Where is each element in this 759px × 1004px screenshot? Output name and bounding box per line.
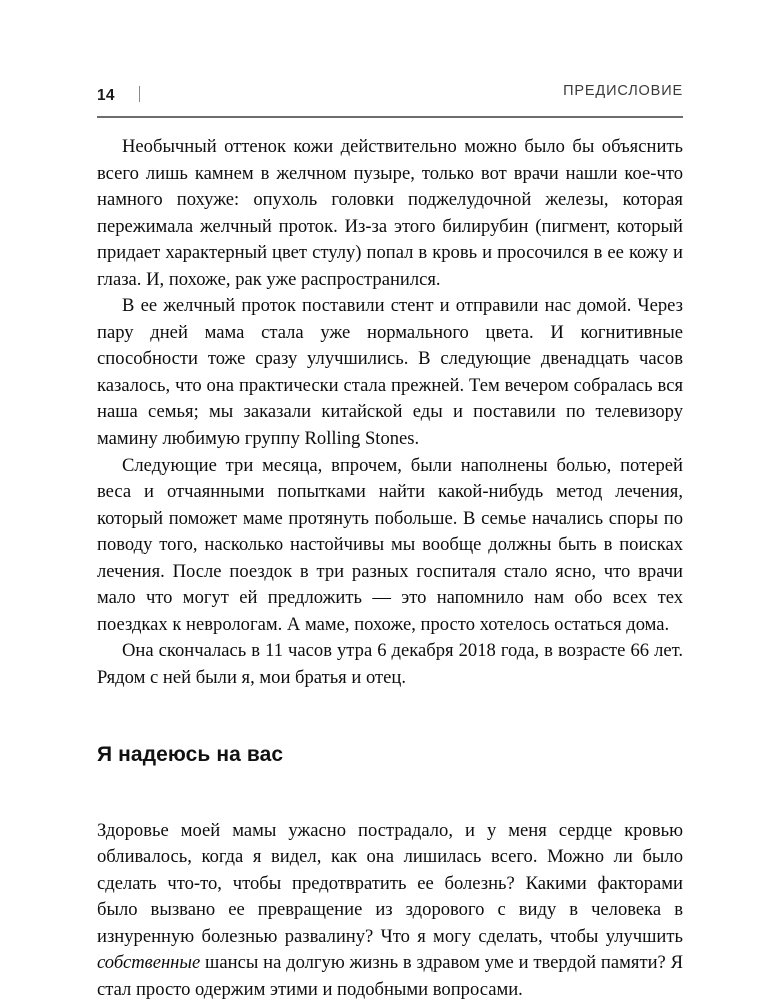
- paragraph-text-part-1: Здоровье моей мамы ужасно пострадало, и у меня сердце кровью обливалось, когда я видел, как она лишилась всего. Можно ли было сделать что-то, чтобы предотвратить ее болезнь? Какими факторами было вызвано ее превращение из здорового с виду в человека в изнуренную болезнью развалину? Что я могу сделать, чтобы улучшить: [97, 819, 683, 947]
- paragraph: Она скончалась в 11 часов утра 6 декабря 2018 года, в возрасте 66 лет. Рядом с ней были я, мои братья и отец.: [97, 640, 683, 688]
- paragraph: Необычный оттенок кожи действительно можно было бы объяснить всего лишь камнем в желчном пузыре, только вот врачи нашли кое-что намного похуже: опухоль головки поджелудочной железы, которая пережимала желчный проток. Из-за этого билирубин (пигмент, который придает характерный цвет стулу) попал в кровь и просочился в ее кожу и глаза. И, похоже, рак уже распространился.: [97, 136, 683, 290]
- chapter-label: ПРЕДИСЛОВИЕ: [563, 83, 683, 99]
- paragraph: [97, 818, 683, 1004]
- paragraph: Следующие три месяца, впрочем, были наполнены болью, потерей веса и отчаянными попытками найти какой-нибудь метод лечения, который поможет маме протянуть побольше. В семье начались споры по поводу того, насколько настойчивы мы вообще должны быть в поисках лечения. После поездок в три разных госпиталя стало ясно, что врачи мало что могут ей предложить — это напомнило нам обо всех тех поездках к неврологам. А маме, похоже, просто хотелось остаться дома.: [97, 454, 683, 635]
- spacer: [97, 768, 683, 818]
- spacer: [97, 691, 683, 742]
- page-number: 14: [97, 87, 115, 104]
- body-text-block: [97, 134, 683, 1004]
- paragraph-text-part-2: шансы на долгую жизнь в здравом уме и твердой памяти? Я стал просто одержим этими и подобными вопросами.: [97, 952, 683, 1000]
- emphasized-text: собственные: [97, 952, 201, 974]
- paragraph: В ее желчный проток поставили стент и отправили нас домой. Через пару дней мама стала уже нормального цвета. И когнитивные способности тоже сразу улучшились. В следующие двенадцать часов казалось, что она практически стала прежней. Тем вечером собралась вся наша семья; мы заказали китайской еды и поставили по телевизору мамину любимую группу Rolling Stones.: [97, 295, 683, 450]
- running-header: [97, 84, 683, 118]
- header-rule: [97, 116, 683, 118]
- folio-group: [97, 84, 140, 104]
- vertical-bar-icon: [139, 86, 140, 102]
- section-heading: Я надеюсь на вас: [97, 743, 284, 767]
